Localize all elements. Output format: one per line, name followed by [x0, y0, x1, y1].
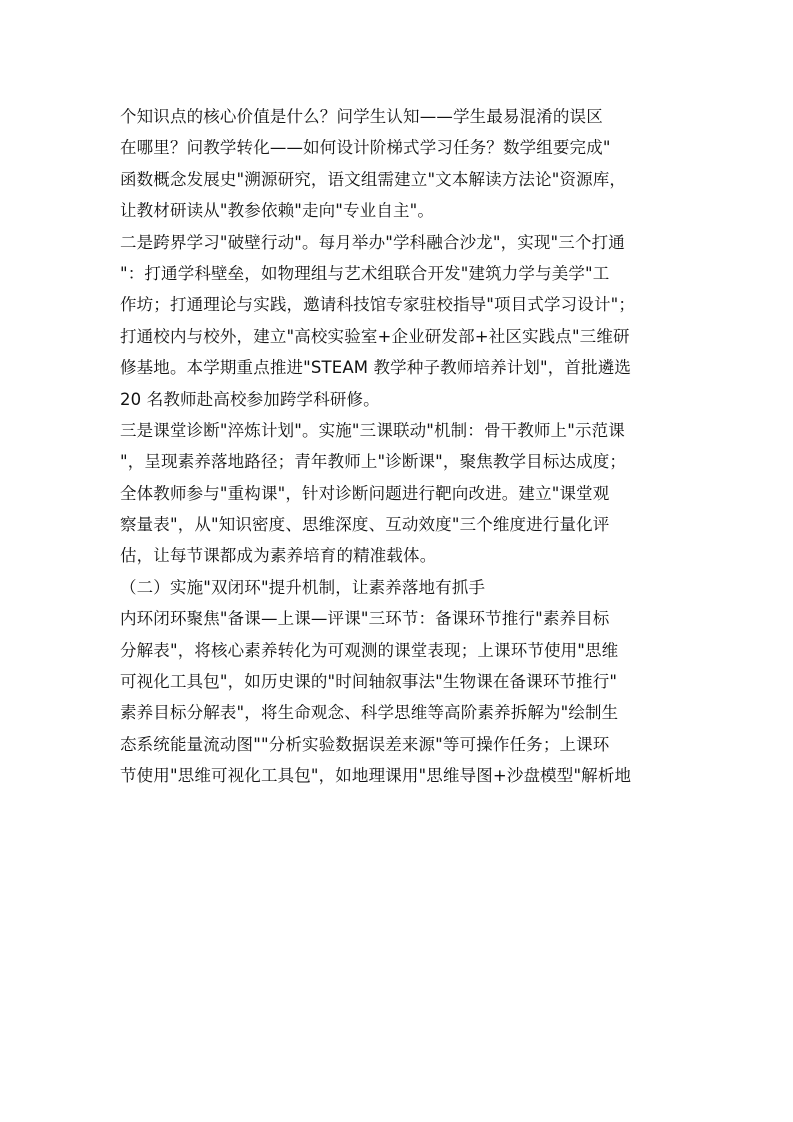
- text-line: 分解表"，将核心素养转化为可观测的课堂表现；上课环节使用"思维: [120, 640, 619, 660]
- text-line: 在哪里？问教学转化——如何设计阶梯式学习任务？数学组要完成": [120, 138, 611, 158]
- text-line: "：打通学科壁垒，如物理组与艺术组联合开发"建筑力学与美学"工: [120, 263, 610, 283]
- text-line: 修基地。本学期重点推进"STEAM 教学种子教师培养计划"，首批遴选: [120, 358, 632, 378]
- text-line: 察量表"，从"知识密度、思维深度、互动效度"三个维度进行量化评: [120, 515, 610, 535]
- paragraph-start-line: 三是课堂诊断"淬炼计划"。实施"三课联动"机制：骨干教师上"示范课: [120, 420, 625, 440]
- paragraph-start-line: 内环闭环聚焦"备课—上课—评课"三环节：备课环节推行"素养目标: [120, 609, 610, 629]
- text-line: 打通校内与校外，建立"高校实验室+企业研发部+社区实践点"三维研: [120, 326, 630, 346]
- paragraph-start-line: 二是跨界学习"破壁行动"。每月举办"学科融合沙龙"，实现"三个打通: [120, 232, 625, 252]
- body-text: [120, 101, 680, 792]
- text-line: 估，让每节课都成为素养培育的精准载体。: [120, 546, 437, 566]
- text-line: 函数概念发展史"溯源研究，语文组需建立"文本解读方法论"资源库，: [120, 169, 627, 189]
- text-line: 全体教师参与"重构课"，针对诊断问题进行靶向改进。建立"课堂观: [120, 483, 610, 503]
- section-heading: （二）实施"双闭环"提升机制，让素养落地有抓手: [120, 577, 486, 597]
- text-line: 态系统能量流动图""分析实验数据误差来源"等可操作任务；上课环: [120, 734, 610, 754]
- text-line: 可视化工具包"，如历史课的"时间轴叙事法"生物课在备课环节推行": [120, 672, 618, 692]
- text-line: 节使用"思维可视化工具包"，如地理课用"思维导图+沙盘模型"解析地: [120, 766, 632, 786]
- text-line: 素养目标分解表"，将生命观念、科学思维等高阶素养拆解为"绘制生: [120, 703, 619, 723]
- text-line: 作坊；打通理论与实践，邀请科技馆专家驻校指导"项目式学习设计"；: [120, 295, 635, 315]
- text-line: "，呈现素养落地路径；青年教师上"诊断课"，聚焦教学目标达成度；: [120, 452, 627, 472]
- text-line: 个知识点的核心价值是什么？问学生认知——学生最易混淆的误区: [120, 107, 603, 126]
- text-line: 让教材研读从"教参依赖"走向"专业自主"。: [120, 201, 435, 221]
- text-line: 20 名教师赴高校参加跨学科研修。: [120, 389, 380, 409]
